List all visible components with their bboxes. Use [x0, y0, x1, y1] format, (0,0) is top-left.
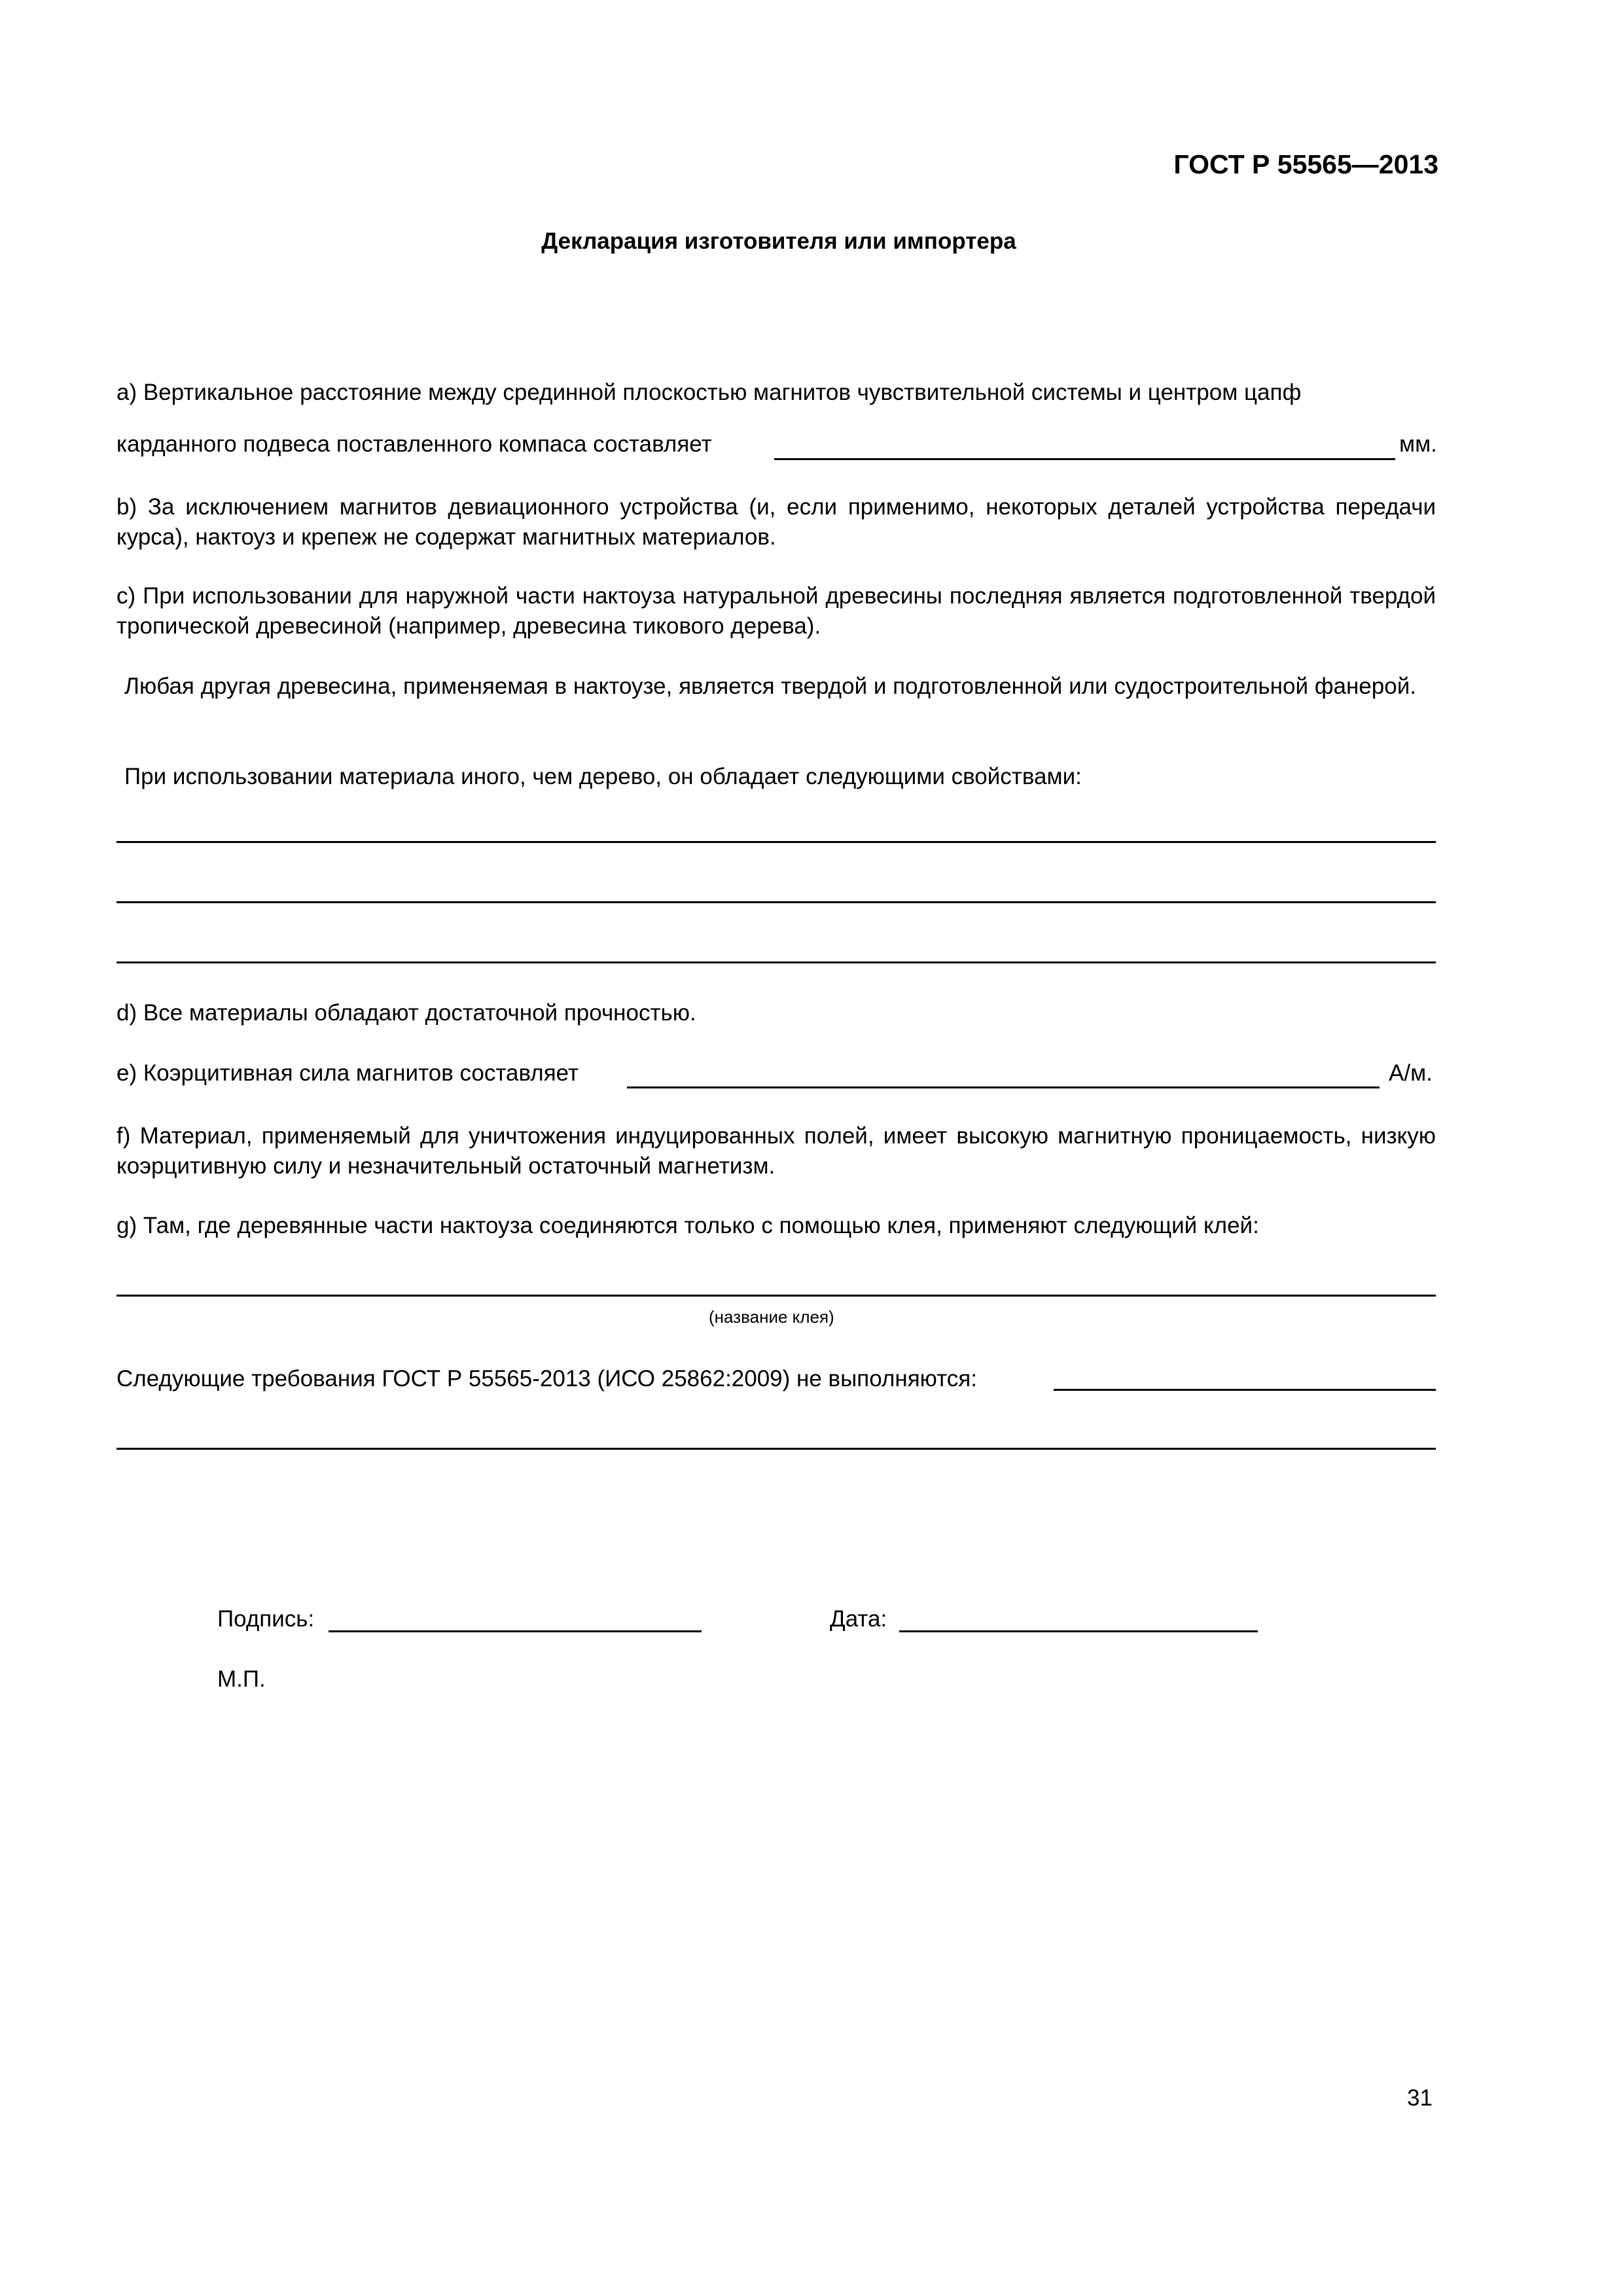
item-a-line2: карданного подвеса поставленного компаса составляет: [116, 431, 712, 457]
item-f: f) Материал, применяемый для уничтожения индуцированных полей, имеет высокую магнитную проницаемость, низкую коэрцитивную силу и незначительный остаточный магнетизм.: [116, 1123, 1436, 1179]
noncompliance-label: Следующие требования ГОСТ Р 55565-2013 (ИСО 25862:2009) не выполняются:: [116, 1366, 977, 1391]
page-title: Декларация изготовителя или импортера: [541, 228, 1016, 254]
distance-field[interactable]: [774, 458, 1395, 460]
date-field[interactable]: [899, 1630, 1258, 1632]
distance-unit: мм.: [1399, 431, 1437, 457]
coercive-force-field[interactable]: [627, 1086, 1380, 1088]
item-a-line1: а) Вертикальное расстояние между срединной плоскостью магнитов чувствительной системы и центром цапф: [116, 380, 1302, 405]
item-b: b) За исключением магнитов девиационного устройства (и, если применимо, некоторых деталей устройства передачи курса), нактоуз и крепеж не содержат магнитных материалов.: [116, 494, 1436, 550]
coercive-force-unit: А/м.: [1389, 1060, 1433, 1086]
signature-label: Подпись:: [217, 1606, 315, 1632]
noncompliance-field-1[interactable]: [1054, 1389, 1436, 1391]
material-properties-field-3[interactable]: [116, 961, 1436, 963]
glue-name-caption: (название клея): [709, 1307, 834, 1327]
page-number: 31: [1407, 2085, 1433, 2111]
material-properties-field-1[interactable]: [116, 841, 1436, 843]
item-c: с) При использовании для наружной части нактоуза натуральной древесины последняя является подготовленной твердой тропической древесиной (например, древесина тикового дерева).: [116, 583, 1436, 639]
item-c-any-wood: Любая другая древесина, применяемая в нактоузе, является твердой и подготовленной или судостроительной фанерой.: [124, 673, 1416, 699]
signature-field[interactable]: [329, 1630, 702, 1632]
document-code: ГОСТ Р 55565—2013: [1173, 149, 1438, 179]
stamp-label: М.П.: [217, 1666, 266, 1692]
item-e-label: е) Коэрцитивная сила магнитов составляет: [116, 1060, 579, 1086]
item-c-other-material: При использовании материала иного, чем дерево, он обладает следующими свойствами:: [124, 764, 1082, 789]
date-label: Дата:: [830, 1606, 887, 1632]
item-g: g) Там, где деревянные части нактоуза соединяются только с помощью клея, применяют следующий клей:: [116, 1213, 1259, 1238]
noncompliance-field-2[interactable]: [116, 1448, 1436, 1450]
glue-name-field[interactable]: [116, 1295, 1436, 1297]
material-properties-field-2[interactable]: [116, 901, 1436, 903]
item-d: d) Все материалы обладают достаточной прочностью.: [116, 1000, 696, 1026]
